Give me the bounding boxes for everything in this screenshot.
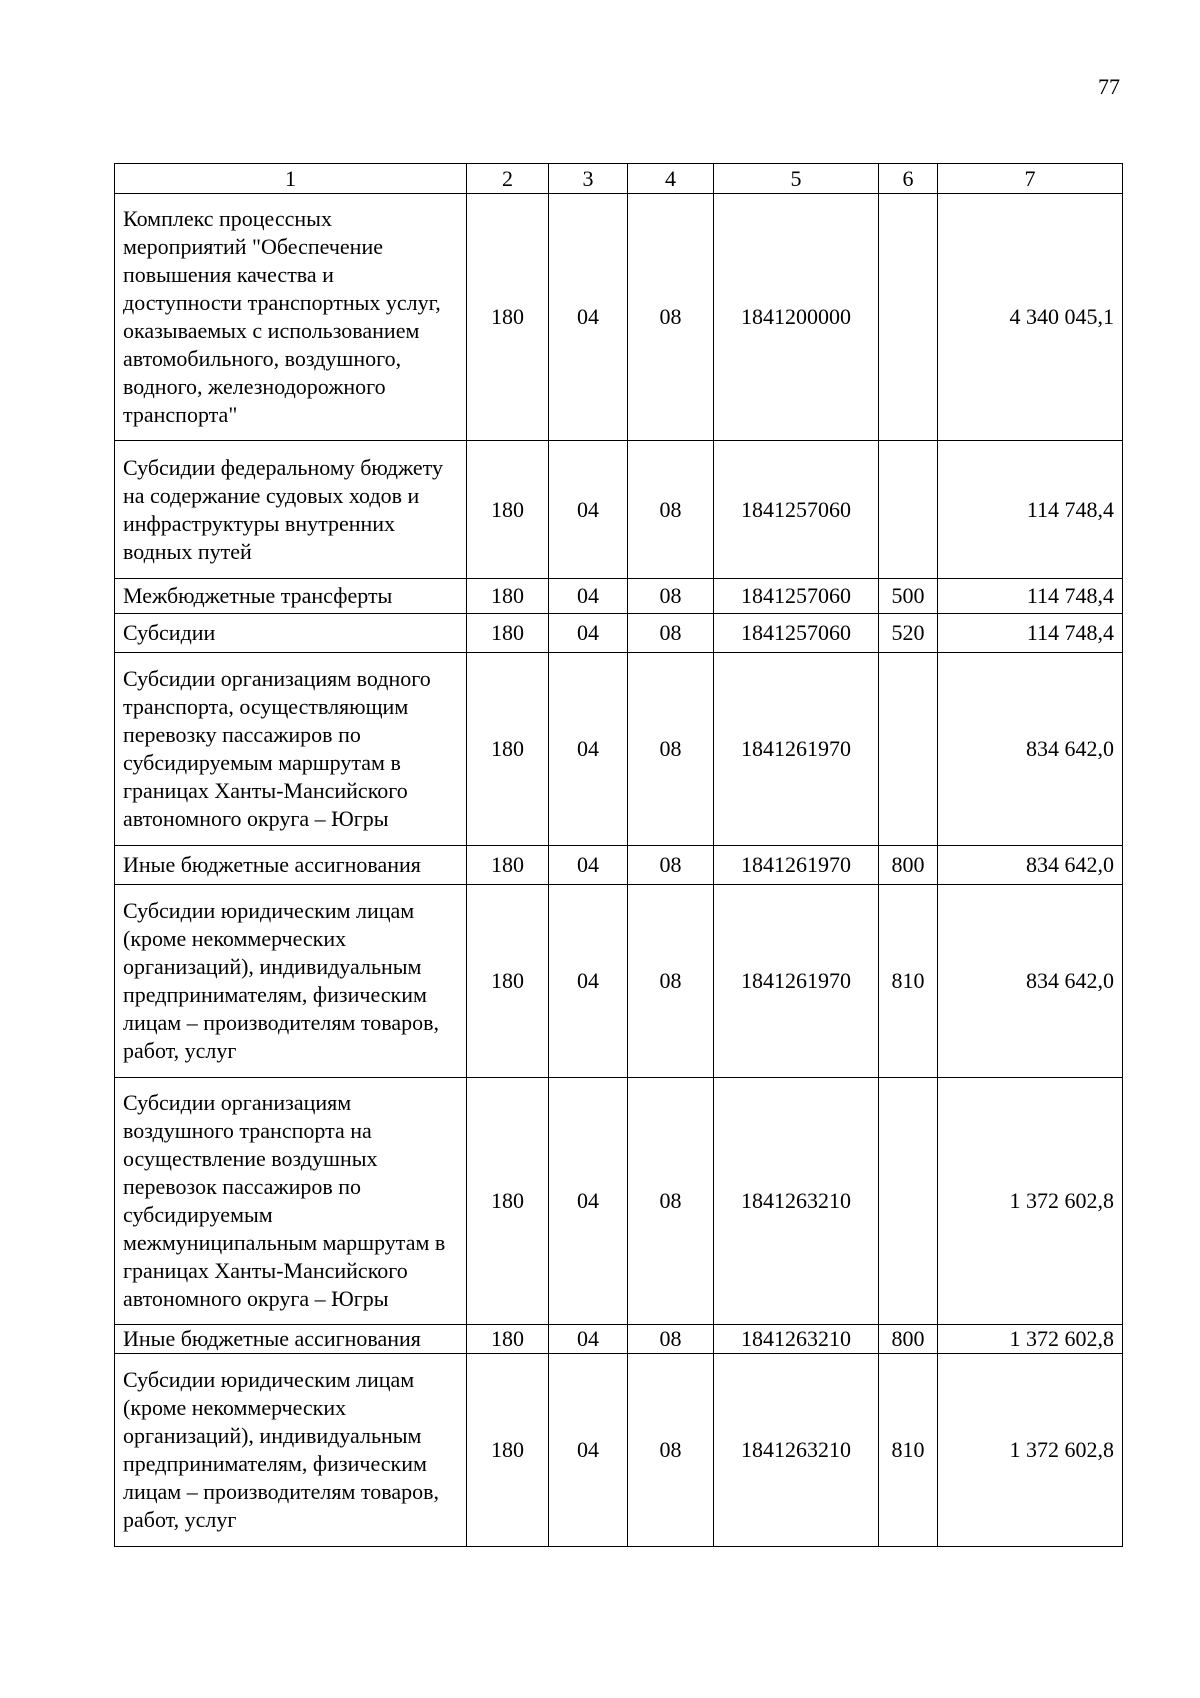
- row-name: Иные бюджетные ассигнования: [115, 846, 467, 885]
- row-code-4: 08: [628, 1078, 714, 1325]
- table-row: [115, 579, 1123, 614]
- row-code-3: 04: [549, 1325, 628, 1354]
- table-row: [115, 653, 1123, 846]
- row-amount: 834 642,0: [938, 846, 1123, 885]
- budget-table: [114, 163, 1123, 1547]
- row-name: Субсидии юридическим лицам (кроме некоммерческих организаций), индивидуальным предпринимателям, физическим лицам – производителям товаров, работ, услуг: [115, 885, 467, 1078]
- row-code-5: 1841261970: [714, 653, 879, 846]
- column-header: 5: [714, 164, 879, 194]
- row-code-4: 08: [628, 846, 714, 885]
- row-code-2: 180: [467, 1354, 549, 1547]
- row-code-5: 1841257060: [714, 614, 879, 653]
- row-code-3: 04: [549, 579, 628, 614]
- row-code-6: [879, 1078, 938, 1325]
- row-code-3: 04: [549, 885, 628, 1078]
- row-name: Межбюджетные трансферты: [115, 579, 467, 614]
- row-amount: 114 748,4: [938, 441, 1123, 579]
- row-code-3: 04: [549, 441, 628, 579]
- table-row: [115, 1078, 1123, 1325]
- row-code-6: 520: [879, 614, 938, 653]
- row-name: Комплекс процессных мероприятий "Обеспечение повышения качества и доступности транспортных услуг, оказываемых с использованием автомобильного, воздушного, водного, железнодорожного транспорта": [115, 194, 467, 441]
- row-code-2: 180: [467, 579, 549, 614]
- page-number: 77: [1098, 74, 1120, 99]
- row-name: Субсидии юридическим лицам (кроме некоммерческих организаций), индивидуальным предпринимателям, физическим лицам – производителям товаров, работ, услуг: [115, 1354, 467, 1547]
- row-code-6: 810: [879, 885, 938, 1078]
- row-code-5: 1841263210: [714, 1078, 879, 1325]
- row-code-3: 04: [549, 1354, 628, 1547]
- row-code-6: [879, 441, 938, 579]
- row-code-5: 1841261970: [714, 846, 879, 885]
- row-code-4: 08: [628, 614, 714, 653]
- row-code-4: 08: [628, 579, 714, 614]
- row-name: Субсидии организациям водного транспорта, осуществляющим перевозку пассажиров по субсидируемым маршрутам в границах Ханты-Мансийского автономного округа – Югры: [115, 653, 467, 846]
- row-name: Субсидии: [115, 614, 467, 653]
- table-row: [115, 1354, 1123, 1547]
- table-row: [115, 194, 1123, 441]
- row-code-2: 180: [467, 1325, 549, 1354]
- row-code-5: 1841263210: [714, 1325, 879, 1354]
- table-row: [115, 885, 1123, 1078]
- row-code-3: 04: [549, 614, 628, 653]
- row-code-2: 180: [467, 653, 549, 846]
- row-code-2: 180: [467, 441, 549, 579]
- table-row: [115, 441, 1123, 579]
- row-code-2: 180: [467, 885, 549, 1078]
- row-amount: 114 748,4: [938, 579, 1123, 614]
- row-amount: 4 340 045,1: [938, 194, 1123, 441]
- row-amount: 834 642,0: [938, 885, 1123, 1078]
- row-code-2: 180: [467, 194, 549, 441]
- row-code-3: 04: [549, 194, 628, 441]
- column-header: 6: [879, 164, 938, 194]
- row-code-5: 1841257060: [714, 579, 879, 614]
- row-code-4: 08: [628, 194, 714, 441]
- row-code-4: 08: [628, 1354, 714, 1547]
- column-header: 7: [938, 164, 1123, 194]
- column-header: 4: [628, 164, 714, 194]
- row-name: Иные бюджетные ассигнования: [115, 1325, 467, 1354]
- row-amount: 114 748,4: [938, 614, 1123, 653]
- table-row: [115, 1325, 1123, 1354]
- column-number-header-row: [115, 164, 1123, 194]
- row-code-2: 180: [467, 1078, 549, 1325]
- row-code-6: 800: [879, 1325, 938, 1354]
- row-code-6: 500: [879, 579, 938, 614]
- row-code-5: 1841200000: [714, 194, 879, 441]
- row-code-4: 08: [628, 441, 714, 579]
- row-code-6: 800: [879, 846, 938, 885]
- row-code-4: 08: [628, 1325, 714, 1354]
- row-code-3: 04: [549, 653, 628, 846]
- column-header: 3: [549, 164, 628, 194]
- row-code-5: 1841261970: [714, 885, 879, 1078]
- column-header: 1: [115, 164, 467, 194]
- row-amount: 1 372 602,8: [938, 1354, 1123, 1547]
- row-code-3: 04: [549, 1078, 628, 1325]
- row-name: Субсидии федеральному бюджету на содержание судовых ходов и инфраструктуры внутренних водных путей: [115, 441, 467, 579]
- row-amount: 1 372 602,8: [938, 1325, 1123, 1354]
- row-amount: 1 372 602,8: [938, 1078, 1123, 1325]
- row-code-2: 180: [467, 846, 549, 885]
- row-amount: 834 642,0: [938, 653, 1123, 846]
- row-code-4: 08: [628, 653, 714, 846]
- row-code-4: 08: [628, 885, 714, 1078]
- row-code-5: 1841257060: [714, 441, 879, 579]
- row-code-2: 180: [467, 614, 549, 653]
- row-code-6: [879, 653, 938, 846]
- table-row: [115, 614, 1123, 653]
- table-row: [115, 846, 1123, 885]
- column-header: 2: [467, 164, 549, 194]
- row-code-5: 1841263210: [714, 1354, 879, 1547]
- row-code-6: [879, 194, 938, 441]
- row-code-6: 810: [879, 1354, 938, 1547]
- row-name: Субсидии организациям воздушного транспорта на осуществление воздушных перевозок пассажиров по субсидируемым межмуниципальным маршрутам в границах Ханты-Мансийского автономного округа – Югры: [115, 1078, 467, 1325]
- row-code-3: 04: [549, 846, 628, 885]
